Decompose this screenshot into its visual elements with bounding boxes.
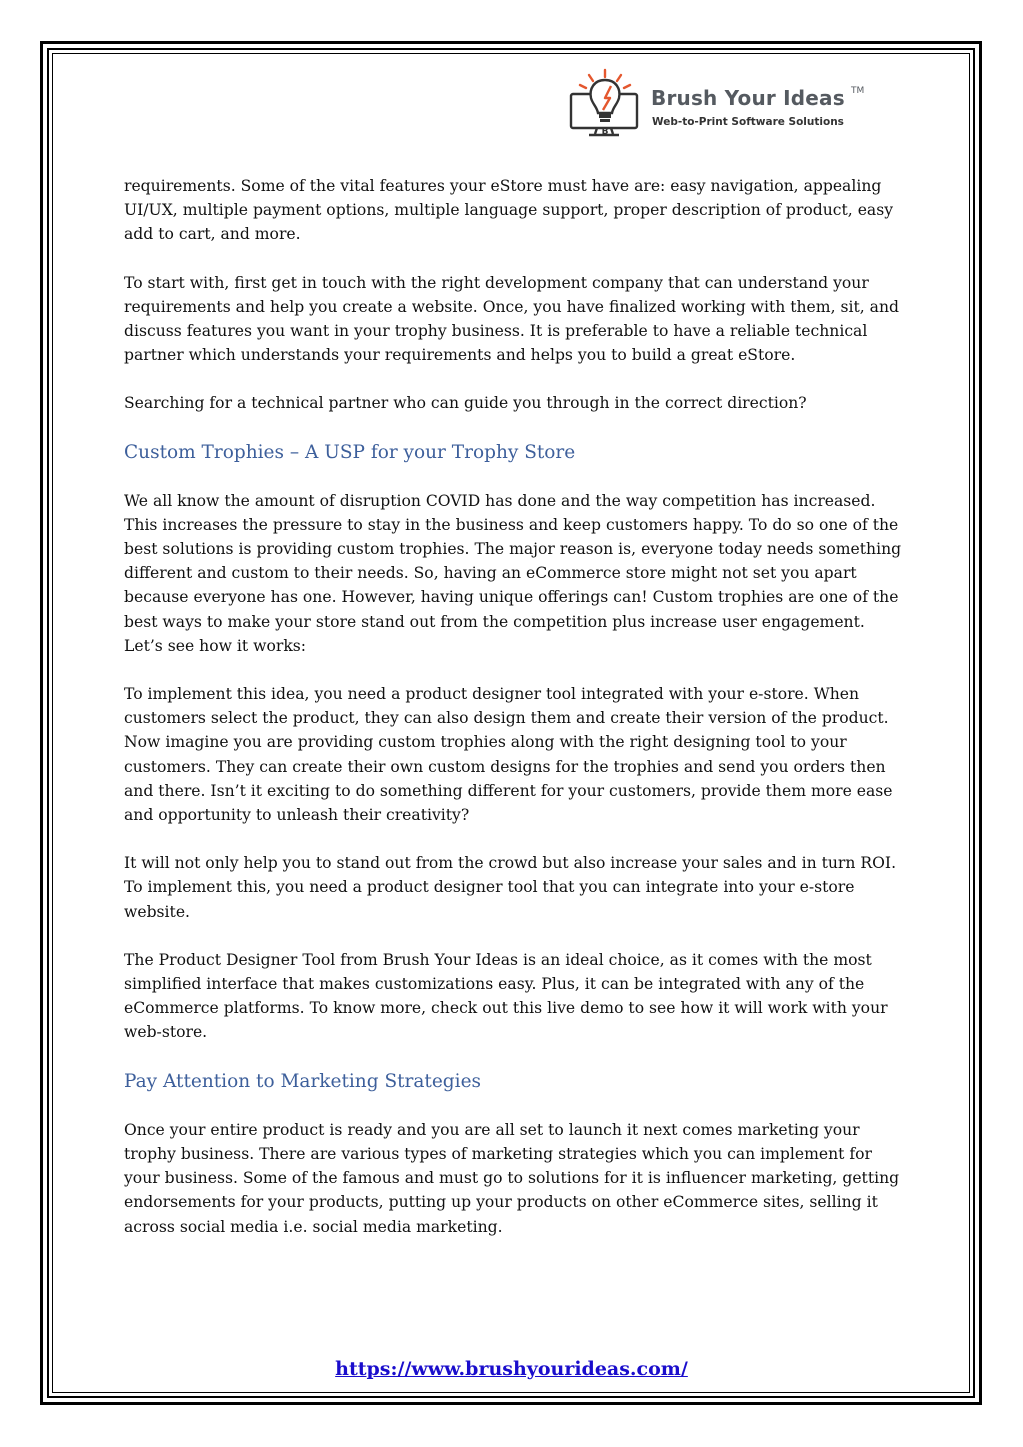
section-heading: Custom Trophies – A USP for your Trophy Store: [124, 441, 576, 463]
paragraph: It will not only help you to stand out from the crowd but also increase your sales and in turn ROI. To implement this, you need a product designer tool that you can integrate into your e-store website.: [124, 854, 897, 921]
brand-name: Brush Your Ideas: [651, 86, 845, 110]
brand-logo[interactable]: [567, 68, 867, 138]
svg-text:B: B: [601, 127, 609, 137]
paragraph: To implement this idea, you need a product designer tool integrated with your e-store. When customers select the product, they can also design them and create their version of the product. Now imagine you are providing custom trophies along with the right designing tool to your customers. They can create their own custom designs for the trophies and send you orders then and there. Isn’t it exciting to do something different for your customers, provide them more ease and opportunity to unleash their creativity?: [124, 685, 893, 825]
paragraph: The Product Designer Tool from Brush Your Ideas is an ideal choice, as it comes with the most simplified interface that makes customizations easy. Plus, it can be integrated with any of the eCommerce platforms. To know more, check out this live demo to see how it will work with your web-store.: [124, 950, 888, 1042]
footer-website-link[interactable]: https://www.brushyourideas.com/: [335, 1358, 688, 1380]
paragraph: We all know the amount of disruption COVID has done and the way competition has increased. This increases the pressure to stay in the business and keep customers happy. To do so one of the best solutions is providing custom trophies. The major reason is, everyone today needs something different and custom to their needs. So, having an eCommerce store might not set you apart because everyone has one. However, having unique offerings can! Custom trophies are one of the best ways to make your store stand out from the competition plus increase user engagement. Let’s see how it works:: [124, 491, 902, 655]
lightbulb-monitor-icon: [567, 68, 643, 138]
paragraph: requirements. Some of the vital features your eStore must have are: easy navigation, appealing UI/UX, multiple payment options, multiple language support, proper description of product, easy add to cart, and more.: [124, 177, 894, 244]
brand-tagline: Web-to-Print Software Solutions: [652, 116, 844, 128]
paragraph: Once your entire product is ready and you are all set to launch it next comes marketing your trophy business. There are various types of marketing strategies which you can implement for your business. Some of the famous and must go to solutions for it is influencer marketing, getting endorsements for your products, putting up your products on other eCommerce sites, selling it across social media i.e. social media marketing.: [124, 1120, 900, 1236]
article-body: [124, 174, 904, 1263]
trademark-mark: TM: [851, 86, 865, 96]
section-heading: Pay Attention to Marketing Strategies: [124, 1070, 482, 1092]
paragraph: To start with, first get in touch with the right development company that can understand your requirements and help you create a website. Once, you have finalized working with them, sit, and discuss features you want in your trophy business. It is preferable to have a reliable technical partner which understands your requirements and helps you to build a great eStore.: [124, 273, 899, 365]
paragraph: Searching for a technical partner who can guide you through in the correct direction?: [124, 394, 807, 413]
